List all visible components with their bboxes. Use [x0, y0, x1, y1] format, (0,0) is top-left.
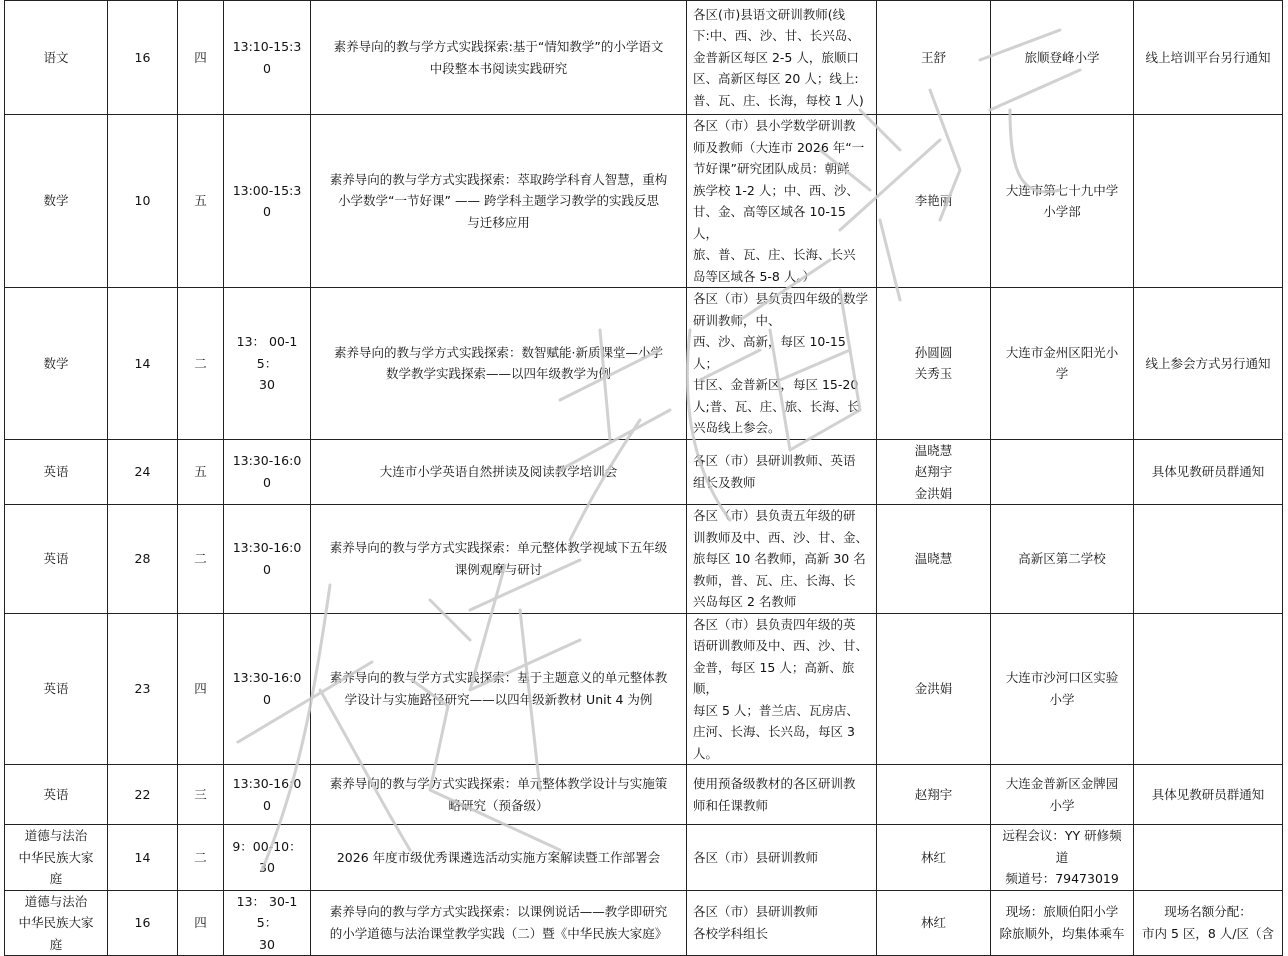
time-cell-text: 13： 00-15： 30: [236, 334, 298, 392]
participants-cell-text: 各区（市）县负责四年级的数学 研训教师，中、 西、沙、高新，每区 10-15 人； 甘区、金普新区，每区 15-20 人;普、瓦、庄、旅、长海、长 兴岛线上参会。: [693, 291, 869, 435]
participants-cell: [687, 1, 877, 115]
location-cell: [991, 765, 1134, 825]
participants-cell-text: 各区(市)县语文研训教师(线 下:中、西、沙、甘、长兴岛、 金普新区每区 2-5 人，旅顺口 区、高新区每区 20 人；线上: 普、瓦、庄、长海，每校 1 人): [693, 6, 864, 108]
date-cell: [108, 890, 178, 956]
person-cell: [877, 439, 991, 505]
location-cell: [991, 1, 1134, 115]
time-cell-text: 9：00-10：30: [232, 838, 302, 876]
participants-cell-text: 各区（市）县负责四年级的英 语研训教师及中、西、沙、甘、 金普，每区 15 人；高新、旅顺， 每区 5 人；普兰店、瓦房店、 庄河、长海、长兴岛，每区 3 人。: [693, 616, 869, 761]
time-cell: [224, 115, 311, 288]
note-cell: [1134, 890, 1283, 956]
table-row: [5, 765, 1283, 825]
topic-cell-text: 2026 年度市级优秀课遴选活动实施方案解读暨工作部署会: [336, 849, 661, 865]
topic-cell: [311, 765, 687, 825]
date-cell: [108, 613, 178, 765]
subject-cell-text: 英语: [43, 681, 69, 696]
person-cell: [877, 1, 991, 115]
subject-cell: [5, 765, 108, 825]
topic-cell-text: 素养导向的教与学方式实践探索：萃取跨学科育人智慧，重构 小学数学“一节好课” —— 跨学科主题学习教学的实践反思 与迁移应用: [329, 171, 668, 230]
subject-cell: [5, 439, 108, 505]
note-cell: [1134, 765, 1283, 825]
weekday-cell: [178, 613, 224, 765]
table-row: [5, 825, 1283, 891]
location-cell-text: 旅顺登峰小学: [1024, 49, 1100, 65]
weekday-cell: [178, 890, 224, 956]
subject-cell-text: 道德与法治 中华民族大家 庭: [18, 828, 94, 886]
participants-cell: [687, 115, 877, 288]
location-cell-text: 大连市第七十九中学 小学部: [1005, 182, 1119, 219]
note-cell: [1134, 288, 1283, 440]
date-cell-text: 14: [134, 849, 151, 865]
subject-cell-text: 英语: [43, 551, 69, 566]
table-row: [5, 505, 1283, 614]
weekday-cell: [178, 439, 224, 505]
topic-cell-text: 素养导向的教与学方式实践探索：数智赋能·新质课堂—小学 数学教学实践探索——以四年级教学为例: [334, 344, 663, 382]
topic-cell: [311, 825, 687, 891]
weekday-cell: [178, 765, 224, 825]
table-row: [5, 1, 1283, 115]
location-cell: [991, 115, 1134, 288]
note-cell: [1134, 439, 1283, 505]
weekday-cell: [178, 1, 224, 115]
subject-cell-text: 语文: [43, 49, 69, 65]
weekday-cell: [178, 115, 224, 288]
person-cell-text: 金洪娟: [914, 681, 953, 696]
person-cell-text: 王舒: [920, 49, 946, 65]
subject-cell: [5, 613, 108, 765]
participants-cell-text: 各区（市）县研训教师: [693, 849, 819, 865]
location-cell: [991, 825, 1134, 891]
note-cell-text: 现场名额分配： 市内 5 区，8 人/区（含: [1141, 904, 1275, 941]
weekday-cell-text: 二: [194, 849, 207, 865]
subject-cell-text: 英语: [43, 786, 69, 802]
weekday-cell: [178, 825, 224, 891]
date-cell: [108, 439, 178, 505]
time-cell: [224, 890, 311, 956]
time-cell: [224, 765, 311, 825]
date-cell-text: 16: [134, 915, 151, 930]
location-cell: [991, 505, 1134, 614]
date-cell: [108, 765, 178, 825]
subject-cell: [5, 288, 108, 440]
weekday-cell-text: 三: [194, 786, 207, 802]
location-cell: [991, 613, 1134, 765]
time-cell-text: 13:30-16:00: [232, 540, 302, 577]
table-row: [5, 613, 1283, 765]
note-cell: [1134, 825, 1283, 891]
date-cell: [108, 825, 178, 891]
person-cell: [877, 288, 991, 440]
weekday-cell-text: 五: [194, 193, 207, 209]
person-cell: [877, 825, 991, 891]
time-cell: [224, 288, 311, 440]
note-cell-text: 线上参会方式另行通知: [1145, 355, 1271, 371]
date-cell-text: 22: [134, 786, 151, 802]
note-cell-text: 线上培训平台另行通知: [1145, 49, 1271, 65]
date-cell-text: 28: [134, 551, 151, 566]
note-cell-text: 具体见教研员群通知: [1151, 464, 1265, 479]
person-cell: [877, 505, 991, 614]
person-cell: [877, 765, 991, 825]
person-cell-text: 李艳丽: [914, 193, 953, 209]
note-cell: [1134, 1, 1283, 115]
subject-cell: [5, 825, 108, 891]
participants-cell: [687, 288, 877, 440]
location-cell-text: 大连金普新区金牌园 小学: [1005, 776, 1119, 813]
note-cell-text: 具体见教研员群通知: [1151, 786, 1265, 802]
note-cell: [1134, 115, 1283, 288]
person-cell: [877, 890, 991, 956]
topic-cell: [311, 505, 687, 614]
subject-cell-text: 英语: [43, 464, 69, 479]
person-cell-text: 温晓慧: [914, 551, 953, 566]
weekday-cell-text: 四: [194, 915, 207, 930]
time-cell-text: 13:00-15:30: [232, 182, 302, 219]
weekday-cell-text: 五: [194, 464, 207, 479]
weekday-cell-text: 四: [194, 681, 207, 696]
topic-cell: [311, 1, 687, 115]
participants-cell: [687, 613, 877, 765]
weekday-cell-text: 四: [194, 49, 207, 65]
time-cell: [224, 439, 311, 505]
topic-cell: [311, 439, 687, 505]
subject-cell-text: 数学: [43, 355, 69, 371]
topic-cell-text: 素养导向的教与学方式实践探索：单元整体教学设计与实施策 略研究（预备级）: [329, 776, 668, 813]
date-cell-text: 10: [134, 193, 151, 209]
date-cell: [108, 505, 178, 614]
person-cell: [877, 115, 991, 288]
note-cell: [1134, 613, 1283, 765]
date-cell: [108, 1, 178, 115]
participants-cell-text: 各区（市）县负责五年级的研 训教师及中、西、沙、甘、金、 旅每区 10 名教师，高新 30 名 教师，普、瓦、庄、长海、长 兴岛每区 2 名教师: [693, 508, 869, 609]
topic-cell-text: 素养导向的教与学方式实践探索：单元整体教学视域下五年级 课例观摩与研讨: [329, 540, 668, 577]
topic-cell: [311, 890, 687, 956]
location-cell-text: 高新区第二学校: [1018, 551, 1106, 566]
table-row: [5, 288, 1283, 440]
location-cell-text: 大连市金州区阳光小 学: [1005, 344, 1119, 382]
date-cell: [108, 288, 178, 440]
table-row: [5, 439, 1283, 505]
topic-cell: [311, 613, 687, 765]
participants-cell: [687, 439, 877, 505]
subject-cell-text: 道德与法治 中华民族大家 庭: [18, 893, 94, 952]
time-cell: [224, 505, 311, 614]
topic-cell: [311, 115, 687, 288]
subject-cell: [5, 1, 108, 115]
person-cell-text: 温晓慧 赵翔宇 金洪娟: [914, 442, 953, 501]
topic-cell: [311, 288, 687, 440]
time-cell: [224, 1, 311, 115]
time-cell: [224, 825, 311, 891]
topic-cell-text: 素养导向的教与学方式实践探索：基于主题意义的单元整体教 学设计与实施路径研究——以四年级新教材 Unit 4 为例: [329, 670, 668, 707]
weekday-cell: [178, 505, 224, 614]
schedule-table: [4, 0, 1283, 956]
topic-cell-text: 大连市小学英语自然拼读及阅读教学培训会: [379, 464, 618, 479]
time-cell-text: 13:10-15:30: [232, 39, 302, 76]
table-row: [5, 115, 1283, 288]
time-cell: [224, 613, 311, 765]
subject-cell: [5, 890, 108, 956]
time-cell-text: 13:30-16:00: [232, 776, 302, 813]
participants-cell: [687, 825, 877, 891]
note-cell: [1134, 505, 1283, 614]
person-cell-text: 林红: [920, 849, 946, 865]
person-cell-text: 林红: [920, 915, 946, 930]
person-cell: [877, 613, 991, 765]
date-cell-text: 14: [134, 355, 151, 371]
location-cell: [991, 890, 1134, 956]
date-cell-text: 23: [134, 681, 151, 696]
participants-cell-text: 使用预备级教材的各区研训教 师和任课教师: [693, 776, 856, 813]
location-cell-text: 远程会议：YY 研修频 道 频道号：79473019: [1002, 828, 1122, 886]
subject-cell: [5, 115, 108, 288]
participants-cell: [687, 765, 877, 825]
participants-cell-text: 各区（市）县研训教师、英语 组长及教师: [693, 453, 856, 490]
date-cell: [108, 115, 178, 288]
topic-cell-text: 素养导向的教与学方式实践探索：以课例说话——教学即研究 的小学道德与法治课堂教学实践（二）暨《中华民族大家庭》: [329, 904, 668, 941]
participants-cell: [687, 890, 877, 956]
time-cell-text: 13:30-16:00: [232, 453, 302, 490]
subject-cell: [5, 505, 108, 614]
subject-cell-text: 数学: [43, 193, 69, 209]
location-cell-text: 现场：旅顺伯阳小学 除旅顺外，均集体乘车: [999, 904, 1125, 941]
location-cell-text: 大连市沙河口区实验 小学: [1005, 670, 1119, 707]
person-cell-text: 赵翔宇: [914, 786, 953, 802]
topic-cell-text: 素养导向的教与学方式实践探索:基于“情知教学”的小学语文 中段整本书阅读实践研究: [333, 39, 664, 76]
person-cell-text: 孙圆圆 关秀玉: [914, 344, 953, 382]
date-cell-text: 24: [134, 464, 151, 479]
participants-cell-text: 各区（市）县研训教师 各校学科组长: [693, 904, 819, 941]
date-cell-text: 16: [134, 49, 151, 65]
schedule-body: [5, 1, 1283, 956]
location-cell: [991, 288, 1134, 440]
time-cell-text: 13： 30-15： 30: [236, 893, 298, 952]
participants-cell: [687, 505, 877, 614]
participants-cell-text: 各区（市）县小学数学研训教 师及教师（大连市 2026 年“一 节好课”研究团队成员：朝鲜 族学校 1-2 人；中、西、沙、 甘、金、高等区域各 10-15 人， 旅、普、瓦、庄、长海、长兴 岛等区域各 5-8 人。）: [693, 118, 865, 284]
location-cell: [991, 439, 1134, 505]
weekday-cell-text: 二: [194, 355, 207, 371]
weekday-cell: [178, 288, 224, 440]
time-cell-text: 13:30-16:00: [232, 670, 302, 707]
weekday-cell-text: 二: [194, 551, 207, 566]
table-row: [5, 890, 1283, 956]
